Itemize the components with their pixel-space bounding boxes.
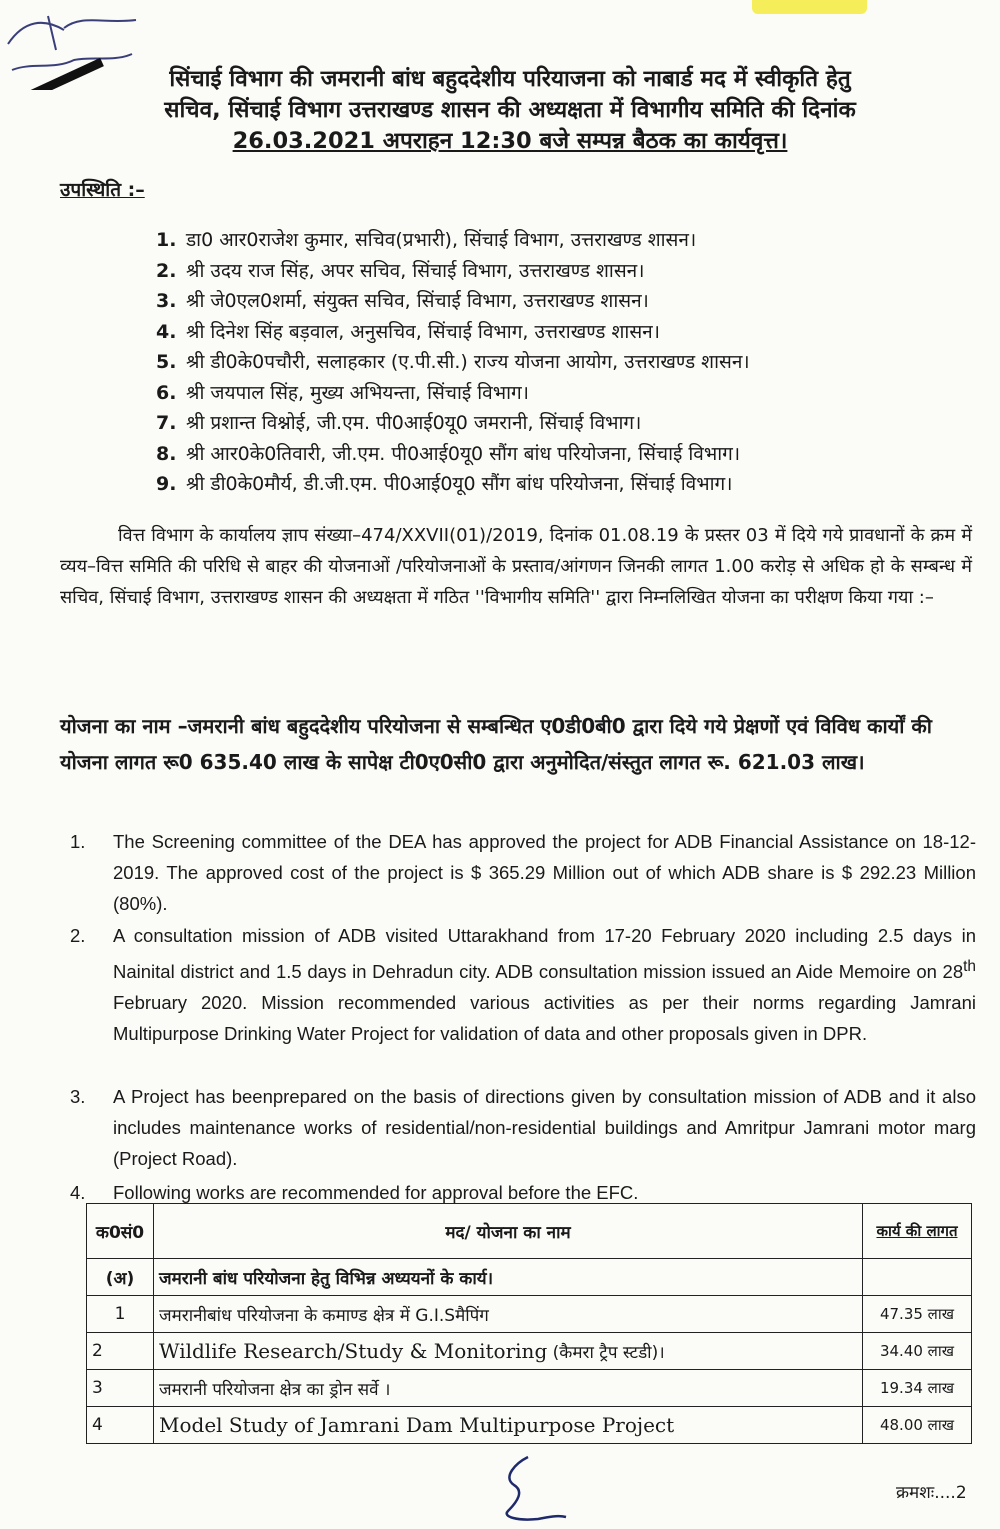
point-4: 4. Following works are recommended for approval before the EFC. <box>70 1182 639 1203</box>
table-row: 4 Model Study of Jamrani Dam Multipurpose Project 48.00 लाख <box>87 1407 972 1444</box>
highlighter-mark <box>752 0 867 14</box>
attendee-list <box>156 226 750 501</box>
attendee-item: 3. श्री जे0एल0शर्मा, संयुक्त सचिव, सिंचाई विभाग, उत्तराखण्ड शासन। <box>156 290 649 312</box>
title-line-3: 26.03.2021 अपराहन 12:30 बजे सम्पन्न बैठक का कार्यवृत्त। <box>232 128 788 154</box>
point-3: 3. A Project has beenprepared on the basis of directions given by consultation mission of ADB and it also includes maintenance works of residential/non-residential buildings and Amritpur Jamrani motor marg (Project Road). <box>70 1086 976 1169</box>
attendee-item: 7. श्री प्रशान्त विश्नोई, जी.एम. पी0आई0यू0 जमरानी, सिंचाई विभाग। <box>156 412 642 434</box>
attendance-heading: उपस्थिति :– <box>60 179 145 201</box>
signature <box>488 1455 568 1525</box>
header-item-name: मद/ योजना का नाम <box>154 1204 863 1259</box>
scheme-name: योजना का नाम –जमरानी बांध बहुददेशीय परियोजना से सम्बन्धित ए0डी0बी0 द्वारा दिये गये प्रेक्षणों एवं विविध कार्यों की योजना लागत रू0 635.40 लाख के सापेक्ष टी0ए0सी0 द्वारा अनुमोदित/संस्तुत लागत रू. 621.03 लाख। <box>60 714 932 774</box>
attendee-item: 1. डा0 आर0राजेश कुमार, सचिव(प्रभारी), सिंचाई विभाग, उत्तराखण्ड शासन। <box>156 229 697 251</box>
attendee-item: 4. श्री दिनेश सिंह बड़वाल, अनुसचिव, सिंचाई विभाग, उत्तराखण्ड शासन। <box>156 320 660 343</box>
continued-marker: क्रमशः....2 <box>896 1483 967 1503</box>
attendee-item: 5. श्री डी0के0पचौरी, सलाहकार (ए.पी.सी.) राज्य योजना आयोग, उत्तराखण्ड शासन। <box>156 351 750 373</box>
table-row: 3 जमरानी परियोजना क्षेत्र का ड्रोन सर्वे । 19.34 लाख <box>87 1370 972 1407</box>
table-row: 2 Wildlife Research/Study & Monitoring (कैमरा ट्रैप स्टडी)। 34.40 लाख <box>87 1333 972 1370</box>
point-2: 2. A consultation mission of ADB visited Uttarakhand from 17-20 February 2020 including 2.5 days in Nainital district and 1.5 days in Dehradun city. ADB consultation mission issued an Aide Memoire on 28th February 2020. Mission recommended various activities as per their norms regarding Jamrani Multipurpose Drinking Water Project for validation of data and other proposals given in DPR. <box>70 925 976 1045</box>
attendee-item: 9. श्री डी0के0मौर्य, डी.जी.एम. पी0आई0यू0 सौंग बांध परियोजना, सिंचाई विभाग। <box>156 473 733 495</box>
table-row: 1 जमरानीबांध परियोजना के कमाण्ड क्षेत्र में G.I.Sमैपिंग 47.35 लाख <box>87 1296 972 1333</box>
table-section-row: (अ) जमरानी बांध परियोजना हेतु विभिन्न अध्ययनों के कार्य। <box>87 1259 972 1296</box>
title-line-1: सिंचाई विभाग की जमरानी बांध बहुददेशीय परियाजना को नाबार्ड मद में स्वीकृति हेतु <box>169 66 851 92</box>
attendee-item: 2. श्री उदय राज सिंह, अपर सचिव, सिंचाई विभाग, उत्तराखण्ड शासन। <box>156 259 645 282</box>
intro-paragraph: वित्त विभाग के कार्यालय ज्ञाप संख्या–474/XXVII(01)/2019, दिनांक 01.08.19 के प्रस्तर 03 में दिये गये प्रावधानों के क्रम में व्यय–वित्त समिति की परिधि से बाहर की योजनाओं /परियोजनाओं के प्रस्ताव/आंगणन जिनकी लागत 1.00 करोड़ से अधिक हो के सम्बन्ध में सचिव, सिंचाई विभाग, उत्तराखण्ड शासन की अध्यक्षता में गठित ''विभागीय समिति'' द्वारा निम्नलिखित योजना का परीक्षण किया गया :– <box>60 525 972 608</box>
table-header-row <box>87 1204 972 1259</box>
header-cost: कार्य की लागत <box>863 1204 972 1259</box>
title-line-2: सचिव, सिंचाई विभाग उत्तराखण्ड शासन की अध्यक्षता में विभागीय समिति की दिनांक <box>164 97 856 123</box>
document-title <box>60 64 960 157</box>
header-sn: क0सं0 <box>87 1204 154 1259</box>
point-1: 1. The Screening committee of the DEA has approved the project for ADB Financial Assistance on 18-12-2019. The approved cost of the project is $ 365.29 Million out of which ADB share is $ 292.23 Million (80%). <box>70 831 976 914</box>
attendee-item: 8. श्री आर0के0तिवारी, जी.एम. पी0आई0यू0 सौंग बांध परियोजना, सिंचाई विभाग। <box>156 442 741 465</box>
works-table <box>86 1203 972 1444</box>
attendee-item: 6. श्री जयपाल सिंह, मुख्य अभियन्ता, सिंचाई विभाग। <box>156 381 529 404</box>
